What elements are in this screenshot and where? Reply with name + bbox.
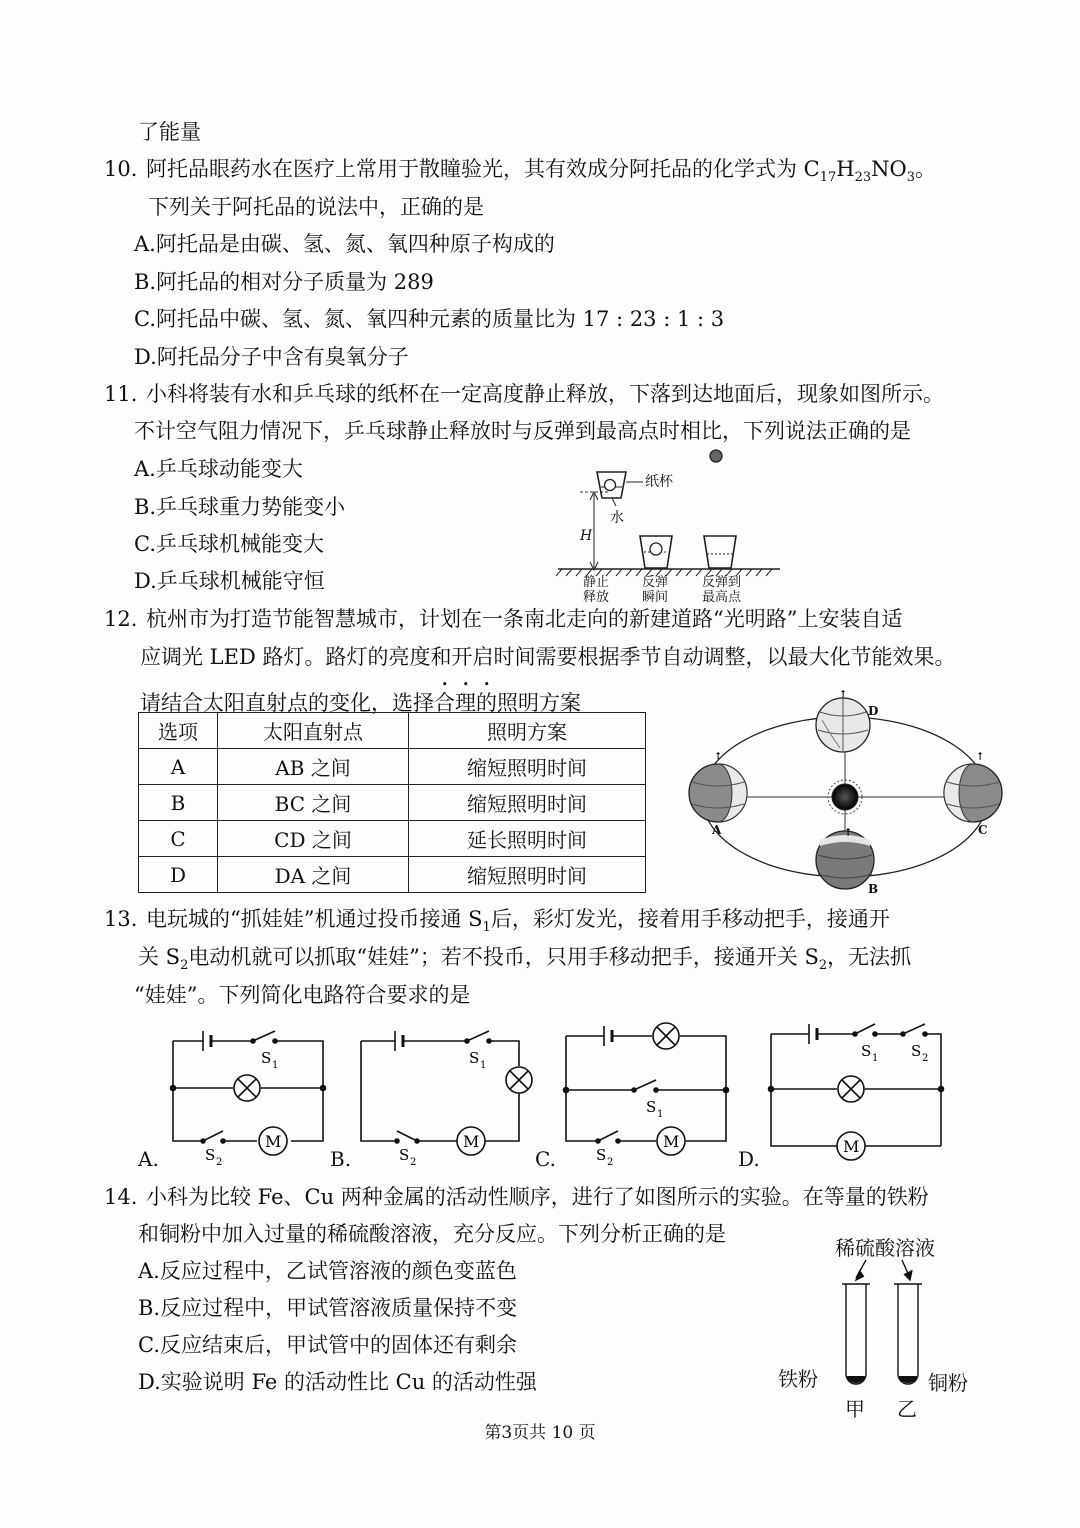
page-footer: 第3页共 10 页 xyxy=(484,1423,596,1443)
label-dilute-sulfuric-acid: 稀硫酸溶液 xyxy=(835,1236,935,1260)
svg-text:S: S xyxy=(911,1042,922,1060)
label-stage1-line2: 释放 xyxy=(583,590,610,605)
orbit-label-c: C xyxy=(978,823,988,837)
orbit-label-a: A xyxy=(712,823,722,837)
svg-text:S: S xyxy=(861,1042,872,1060)
circuit-b xyxy=(355,1025,535,1165)
q14-stem-line1: 小科为比较 Fe、Cu 两种金属的活动性顺序，进行了如图所示的实验。在等量的铁粉 xyxy=(146,1185,929,1209)
label-copper-powder: 铜粉 xyxy=(928,1371,968,1395)
circuit-a-label: A. xyxy=(138,1147,159,1171)
q12-stem-line3: 请结合太阳直射点的变化，选择合理的照明方案 xyxy=(140,691,581,715)
q14-number: 14. xyxy=(104,1185,138,1209)
q13-stem-line2: 关 $S_2$电动机就可以抓取“娃娃”；若不投币，只用手移动把手，接通开关 $S_2$，无法抓 xyxy=(138,945,912,974)
label-tube-jia: 甲 xyxy=(845,1397,865,1421)
motor-icon: M xyxy=(843,1137,860,1156)
earth-orbit-diagram xyxy=(680,690,1010,905)
circuit-d xyxy=(765,1018,950,1168)
q12-stem-line1: 杭州市为打造节能智慧城市，计划在一条南北走向的新建道路“光明路”上安装自适 xyxy=(146,607,903,631)
label-stage2-line1: 反弹 xyxy=(642,575,669,590)
svg-text:S: S xyxy=(205,1146,216,1164)
table-cell: BC 之间 xyxy=(218,785,409,821)
svg-text:S: S xyxy=(261,1049,272,1067)
table-row xyxy=(139,821,646,857)
table-cell: 延长照明时间 xyxy=(409,821,646,857)
circuit-c-label: C. xyxy=(535,1147,556,1171)
svg-text:S: S xyxy=(596,1146,607,1164)
svg-text:2: 2 xyxy=(410,1157,417,1165)
circuit-b-label: B. xyxy=(330,1147,352,1171)
test-tubes-figure xyxy=(830,1258,940,1393)
q11-number: 11. xyxy=(104,382,138,406)
q14-option-b: B.反应过程中，甲试管溶液质量保持不变 xyxy=(138,1296,518,1320)
circuit-d-label: D. xyxy=(738,1147,760,1171)
earth-position-b xyxy=(816,831,874,889)
q12-stem-line2: 应调光 LED 路灯。路灯的亮度和开启时间需要根据季节自动调整，以最大化节能效果。 xyxy=(140,645,956,669)
test-tube-yi xyxy=(898,1284,918,1384)
svg-text:S: S xyxy=(399,1146,410,1164)
q13-stem-line3: “娃娃”。下列简化电路符合要求的是 xyxy=(134,983,471,1007)
earth-position-c xyxy=(944,764,1002,822)
q11-option-d: D.乒乓球机械能守恒 xyxy=(134,569,325,593)
paper-cup-highest xyxy=(704,536,736,568)
svg-text:⭡: ⭡ xyxy=(840,690,846,701)
ball-highest-point xyxy=(710,450,722,462)
svg-text:S: S xyxy=(469,1049,480,1067)
q11-option-a: A.乒乓球动能变大 xyxy=(134,457,303,481)
sun-icon xyxy=(832,784,858,810)
table-header-cell: 照明方案 xyxy=(409,713,646,749)
q14-option-d: D.实验说明 Fe 的活动性比 Cu 的活动性强 xyxy=(138,1370,537,1394)
label-paper-cup: 纸杯 xyxy=(645,474,673,490)
svg-text:⭡: ⭡ xyxy=(845,826,851,839)
table-cell: AB 之间 xyxy=(218,749,409,785)
svg-text:S: S xyxy=(646,1098,657,1116)
circuit-a xyxy=(165,1025,335,1165)
q14-option-a: A.反应过程中，乙试管溶液的颜色变蓝色 xyxy=(138,1259,517,1283)
label-stage2-line2: 瞬间 xyxy=(642,590,669,605)
test-tube-jia xyxy=(846,1284,866,1384)
q14-option-c: C.反应结束后，甲试管中的固体还有剩余 xyxy=(138,1333,517,1357)
svg-text:1: 1 xyxy=(657,1109,664,1120)
label-iron-powder: 铁粉 xyxy=(778,1367,818,1391)
label-height-h: H xyxy=(580,528,593,544)
table-cell: DA 之间 xyxy=(218,857,409,893)
table-cell: 缩短照明时间 xyxy=(409,749,646,785)
table-cell: C xyxy=(139,821,218,857)
q10-number: 10. xyxy=(104,157,138,181)
label-stage3-line2: 最高点 xyxy=(702,590,742,605)
q13-stem-line1: 电玩城的“抓娃娃”机通过投币接通 $S_1$后，彩灯发光，接着用手移动把手，接通开 xyxy=(146,907,890,936)
svg-text:⭡: ⭡ xyxy=(977,750,983,763)
motor-icon: M xyxy=(265,1132,282,1151)
q13-number: 13. xyxy=(104,907,138,931)
label-water: 水 xyxy=(610,510,624,526)
q14-stem-line2: 和铜粉中加入过量的稀硫酸溶液，充分反应。下列分析正确的是 xyxy=(138,1222,726,1246)
svg-text:⭡: ⭡ xyxy=(715,750,721,763)
table-header-cell: 太阳直射点 xyxy=(218,713,409,749)
motor-icon: M xyxy=(663,1132,680,1151)
earth-position-a xyxy=(689,764,747,822)
q11-option-b: B.乒乓球重力势能变小 xyxy=(134,495,346,519)
earth-position-d xyxy=(816,698,870,752)
q10-option-a: A.阿托品是由碳、氢、氮、氧四种原子构成的 xyxy=(134,232,555,256)
table-cell: A xyxy=(139,749,218,785)
table-cell: D xyxy=(139,857,218,893)
label-tube-yi: 乙 xyxy=(897,1397,917,1421)
svg-text:2: 2 xyxy=(922,1053,929,1064)
q10-option-b: B.阿托品的相对分子质量为 289 xyxy=(134,270,434,294)
table-cell: 缩短照明时间 xyxy=(409,857,646,893)
label-stage1-line1: 静止 xyxy=(583,575,610,590)
q12-lighting-table xyxy=(138,712,646,893)
table-header-row xyxy=(139,713,646,749)
table-cell: CD 之间 xyxy=(218,821,409,857)
q11-stem-line1: 小科将装有水和乒乓球的纸杯在一定高度静止释放，下落到达地面后，现象如图所示。 xyxy=(146,382,944,406)
svg-text:2: 2 xyxy=(216,1157,223,1165)
q11-stem-line2: 不计空气阻力情况下，乒乓球静止释放时与反弹到最高点时相比，下列说法正确的是 xyxy=(134,419,911,443)
table-cell: 缩短照明时间 xyxy=(409,785,646,821)
q10-stem-line2: 下列关于阿托品的说法中，正确的是 xyxy=(148,195,484,219)
q10-stem-line1: 阿托品眼药水在医疗上常用于散瞳验光，其有效成分阿托品的化学式为 $C_{17}H_{23}NO_3$。 xyxy=(146,157,937,186)
table-row xyxy=(139,857,646,893)
svg-text:1: 1 xyxy=(272,1060,279,1071)
table-header-cell: 选项 xyxy=(139,713,218,749)
continued-text: 了能量 xyxy=(138,120,201,144)
q11-option-c: C.乒乓球机械能变大 xyxy=(134,532,324,556)
q10-option-c: C.阿托品中碳、氢、氮、氧四种元素的质量比为 17 : 23 : 1 : 3 xyxy=(134,307,725,331)
q10-option-d: D.阿托品分子中含有臭氧分子 xyxy=(134,345,409,369)
q12-number: 12. xyxy=(104,607,138,631)
table-row xyxy=(139,785,646,821)
label-stage3-line1: 反弹到 xyxy=(702,575,742,590)
orbit-label-d: D xyxy=(868,704,879,718)
svg-text:1: 1 xyxy=(480,1060,487,1071)
circuit-c xyxy=(560,1020,740,1165)
table-cell: B xyxy=(139,785,218,821)
svg-text:2: 2 xyxy=(607,1157,614,1165)
motor-icon: M xyxy=(463,1132,480,1151)
orbit-label-b: B xyxy=(868,882,879,896)
table-row xyxy=(139,749,646,785)
svg-text:1: 1 xyxy=(872,1053,879,1064)
